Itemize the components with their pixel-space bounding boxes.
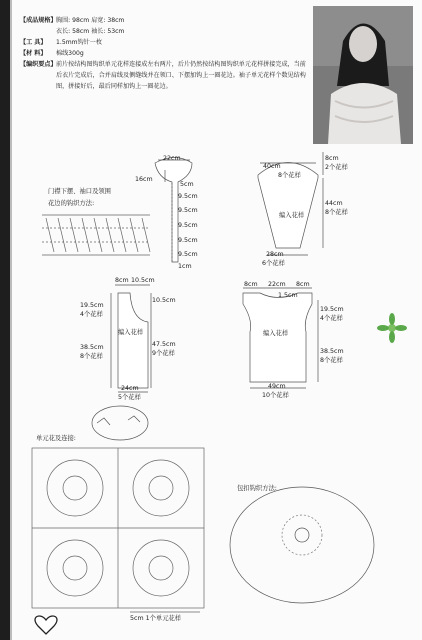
spec-material-label: 【材 料】 (20, 50, 47, 57)
front-pattern: 编入花样 (118, 329, 144, 336)
back-armhole: 19.5cm (320, 306, 344, 313)
back-shoulder-right: 8cm (296, 281, 310, 288)
back-width-sub: 10个花样 (262, 392, 289, 399)
front-neck: 8cm (115, 277, 129, 284)
wrap-method-label: 包扣钩织方法: (237, 485, 277, 492)
edging-top: 22cm (163, 155, 181, 162)
spec-notes-value: 前片按结构图钩织单元花样连接成左右两片，后片仍然按结构图钩织单元花样拼接完成，当前后衣片完成后，合并肩线及侧缝线并在领口、下摆加钩上一圈花边。袖子单元花样个数见结构图，拼接好后，最后同样加钩上一圈花边。 (56, 61, 306, 90)
back-body-sub: 8个花样 (320, 357, 343, 364)
front-total: 47.5cm (152, 341, 176, 348)
unit-join-label: 单元花及连接: (36, 435, 76, 442)
edging-left: 16cm (135, 176, 153, 183)
spec-tool-value: 1.5mm钩针一枚 (56, 39, 102, 46)
heart-icon (35, 616, 57, 634)
edging-d6: 9.5cm (178, 251, 198, 258)
front-width: 24cm (121, 385, 139, 392)
spec-size-label: 【成品规格】 (20, 17, 57, 24)
back-diagram (243, 288, 318, 388)
spec-size-line1: 胸围: 98cm 肩宽: 38cm (56, 17, 125, 24)
sleeve-pattern: 编入花样 (279, 212, 305, 219)
spec-notes-label: 【编织要点】 (20, 61, 57, 68)
back-neck: 22cm (268, 281, 286, 288)
sleeve-cap-sub: 2个花样 (325, 164, 348, 171)
button-wrap-diagram (230, 487, 374, 603)
back-pattern: 编入花样 (263, 330, 289, 337)
spec-material-value: 棉线300g (56, 50, 84, 57)
back-width: 49cm (268, 383, 286, 390)
front-width-sub: 5个花样 (118, 394, 141, 401)
spec-tool-label: 【工 具】 (20, 39, 47, 46)
spec-size-line2: 衣长: 58cm 袖长: 53cm (56, 28, 125, 35)
sleeve-top-sub: 8个花样 (278, 172, 301, 179)
back-armhole-sub: 4个花样 (320, 315, 343, 322)
flower-icon (377, 313, 407, 343)
edging-d4: 9.5cm (178, 222, 198, 229)
sleeve-top: 40cm (263, 163, 281, 170)
front-neck-depth: 10.5cm (152, 297, 176, 304)
sleeve-cap: 8cm (325, 155, 339, 162)
edging-d5: 9.5cm (178, 237, 198, 244)
bottom-caption: 5cm 1个单元花样 (130, 615, 182, 622)
front-body-sub: 8个花样 (80, 353, 103, 360)
sleeve-bottom-sub: 6个花样 (262, 260, 285, 267)
edging-d1: 5cm (180, 181, 194, 188)
edging-d3: 9.5cm (178, 207, 198, 214)
edging-label-1: 门襟下摆、袖口及领围 (48, 188, 111, 195)
edging-label-2: 花边的钩织方法: (48, 200, 95, 207)
edging-d7: 1cm (178, 263, 192, 270)
edging-stitch-chart (42, 215, 150, 255)
back-shoulder-left: 8cm (244, 281, 258, 288)
ring-diagram (92, 406, 148, 440)
front-diagram (111, 285, 151, 392)
front-total-sub: 9个花样 (152, 350, 175, 357)
front-armhole-sub: 4个花样 (80, 311, 103, 318)
back-body: 38.5cm (320, 348, 344, 355)
sleeve-length: 44cm (325, 200, 343, 207)
front-armhole: 19.5cm (80, 302, 104, 309)
edging-d2: 9.5cm (178, 193, 198, 200)
front-shoulder: 10.5cm (131, 277, 155, 284)
sleeve-bottom: 28cm (266, 251, 284, 258)
back-neck-depth: 1.5cm (278, 292, 298, 299)
motif-grid (32, 448, 204, 612)
sleeve-length-sub: 8个花样 (325, 209, 348, 216)
front-body: 38.5cm (80, 344, 104, 351)
